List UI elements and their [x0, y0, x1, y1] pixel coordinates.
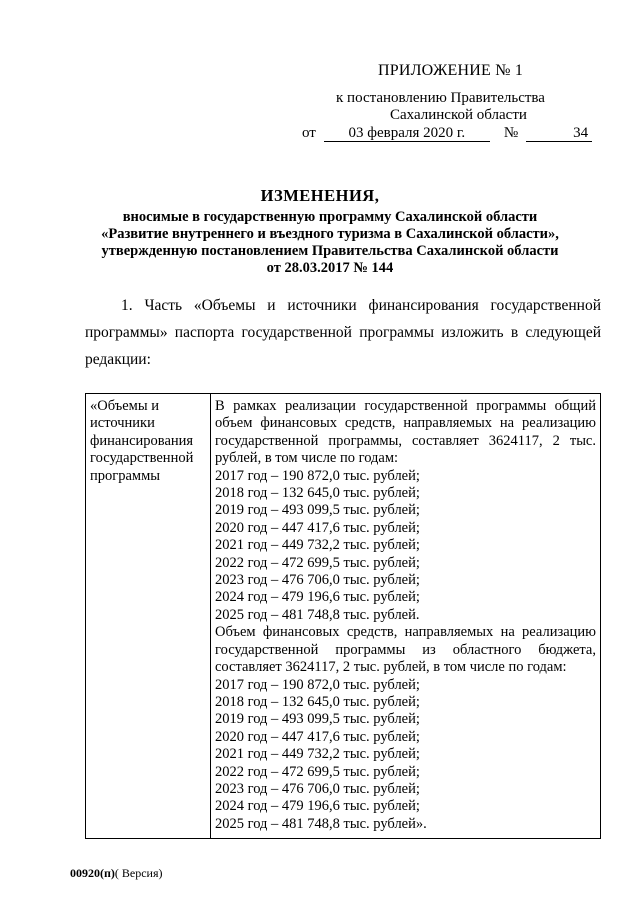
year-line: 2021 год – 449 732,2 тыс. рублей;: [215, 746, 420, 763]
paragraph-text: 1. Часть «Объемы и источники финансирования государственной программы» паспорта государственной программы изложить в следующей редакции:: [85, 297, 601, 368]
appendix-region-line: Сахалинской области: [390, 107, 527, 123]
body-paragraph: [85, 292, 601, 373]
year-line: 2022 год – 472 699,5 тыс. рублей;: [215, 763, 420, 780]
date-label: от: [302, 125, 316, 141]
footer-version: [70, 866, 163, 881]
footer-code: 00920(п): [70, 866, 115, 880]
label-line: государственной: [90, 450, 194, 467]
year-line: 2021 год – 449 732,2 тыс. рублей;: [215, 537, 420, 554]
footer-note: ( Версия): [114, 866, 163, 880]
year-line: 2025 год – 481 748,8 тыс. рублей.: [215, 606, 420, 623]
year-line: 2024 год – 479 196,6 тыс. рублей;: [215, 798, 420, 815]
document-subheading: вносимые в государственную программу Сахалинской области «Развитие внутреннего и въездного туризма в Сахалинской области», утвержденную постановлением Правительства Сахалинской области от 28.03.2017 № 144: [101, 209, 559, 276]
funding-values-cell: [211, 394, 601, 839]
resolution-number: 34: [526, 125, 592, 142]
table-row: [86, 394, 601, 839]
year-line: 2023 год – 476 706,0 тыс. рублей;: [215, 780, 420, 797]
year-line: 2017 год – 190 872,0 тыс. рублей;: [215, 676, 420, 693]
appendix-date-row: [302, 125, 592, 142]
document-heading: ИЗМЕНЕНИЯ,: [260, 186, 380, 205]
year-line: 2020 год – 447 417,6 тыс. рублей;: [215, 519, 420, 536]
year-line: 2019 год – 493 099,5 тыс. рублей;: [215, 711, 420, 728]
funding-table: [85, 393, 601, 839]
year-line: 2019 год – 493 099,5 тыс. рублей;: [215, 502, 420, 519]
year-line: 2024 год – 479 196,6 тыс. рублей;: [215, 589, 420, 606]
year-line: 2018 год – 132 645,0 тыс. рублей;: [215, 485, 420, 502]
year-line: 2022 год – 472 699,5 тыс. рублей;: [215, 554, 420, 571]
year-line: 2025 год – 481 748,8 тыс. рублей».: [215, 815, 427, 832]
year-line: 2023 год – 476 706,0 тыс. рублей;: [215, 572, 420, 589]
year-line: 2020 год – 447 417,6 тыс. рублей;: [215, 728, 420, 745]
funding-intro-regional: Объем финансовых средств, направляемых на реализацию государственной программы из областного бюджета, составляет 3624117, 2 тыс. рублей, в том числе по годам:: [215, 624, 596, 676]
year-line: 2018 год – 132 645,0 тыс. рублей;: [215, 693, 420, 710]
label-line: «Объемы и: [90, 398, 159, 414]
resolution-date: 03 февраля 2020 г.: [324, 125, 490, 142]
label-line: программы: [90, 467, 160, 484]
appendix-resolution-line: к постановлению Правительства: [336, 90, 545, 106]
number-label: №: [503, 125, 519, 141]
year-line: 2017 год – 190 872,0 тыс. рублей;: [215, 467, 420, 484]
label-line: финансирования: [90, 432, 194, 449]
label-line: источники: [90, 415, 155, 432]
funding-label-cell: [86, 394, 211, 839]
funding-intro-total: В рамках реализации государственной программы общий объем финансовых средств, направляемых на реализацию государственной программы, составляет 3624117, 2 тыс. рублей, в том числе по годам:: [215, 398, 596, 467]
appendix-title: ПРИЛОЖЕНИЕ № 1: [378, 62, 524, 79]
